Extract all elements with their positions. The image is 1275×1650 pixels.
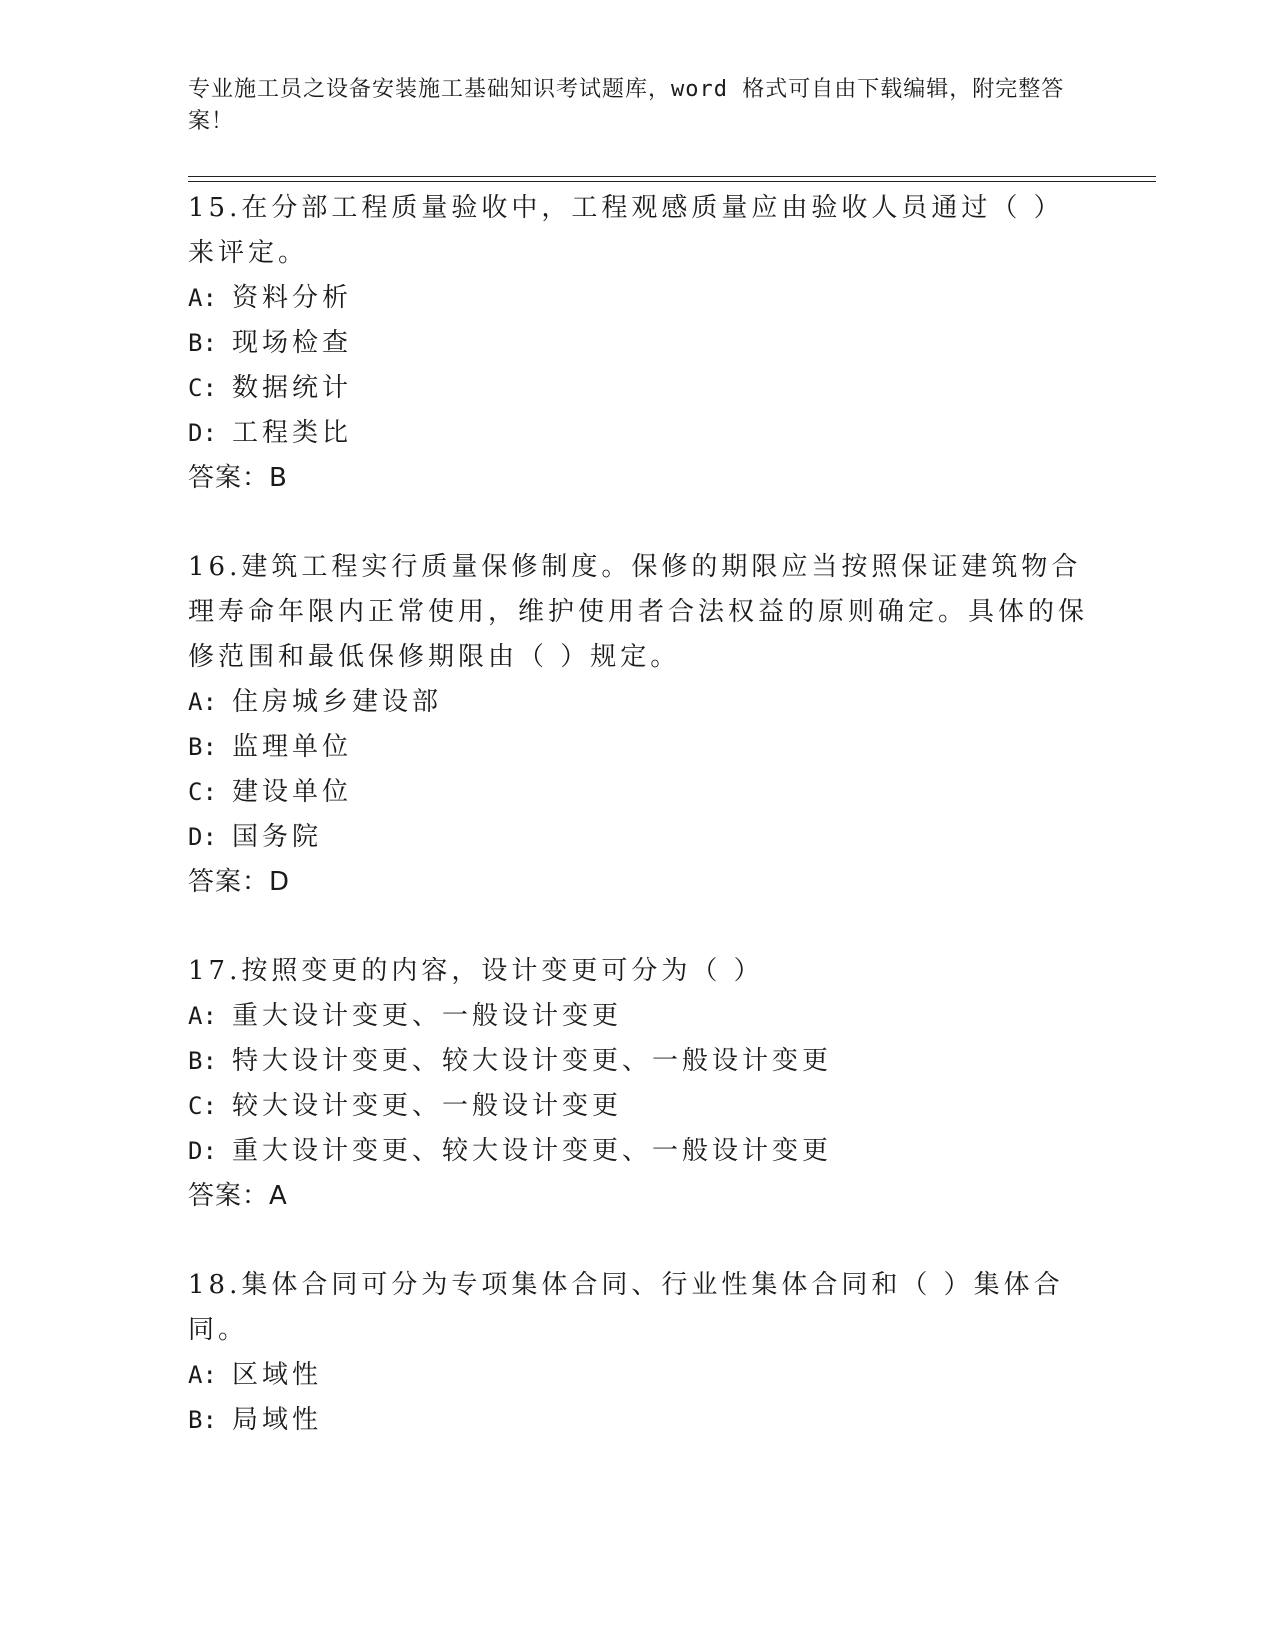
option-key: B: <box>188 1047 217 1075</box>
question-17 <box>188 949 1088 1219</box>
header-divider-top <box>188 176 1156 177</box>
option-a <box>188 680 1088 725</box>
option-text: 监理单位 <box>232 732 353 762</box>
option-key: A: <box>188 688 217 716</box>
option-key: B: <box>188 1406 217 1434</box>
header-divider-bottom <box>188 181 1156 182</box>
option-key: A: <box>188 1361 217 1389</box>
question-15 <box>188 186 1088 501</box>
question-text: 17.按照变更的内容，设计变更可分为（ ） <box>188 956 764 986</box>
option-text: 较大设计变更、一般设计变更 <box>232 1091 623 1121</box>
option-b <box>188 725 1088 770</box>
option-a <box>188 1353 1088 1398</box>
option-c <box>188 366 1088 411</box>
question-text: 15.在分部工程质量验收中，工程观感质量应由验收人员通过（ ）来评定。 <box>188 193 1064 268</box>
option-key: A: <box>188 1002 217 1030</box>
option-text: 建设单位 <box>232 777 353 807</box>
option-text: 重大设计变更、较大设计变更、一般设计变更 <box>232 1136 833 1166</box>
option-text: 工程类比 <box>232 418 353 448</box>
option-b <box>188 321 1088 366</box>
option-text: 数据统计 <box>232 373 353 403</box>
answer-line: 答案：B <box>188 463 288 493</box>
option-text: 住房城乡建设部 <box>232 687 443 717</box>
option-text: 特大设计变更、较大设计变更、一般设计变更 <box>232 1046 833 1076</box>
option-key: B: <box>188 733 217 761</box>
option-c <box>188 1084 1088 1129</box>
document-header: 专业施工员之设备安装施工基础知识考试题库，word 格式可自由下载编辑，附完整答案！ <box>188 77 1065 134</box>
option-key: D: <box>188 1137 217 1165</box>
option-d <box>188 815 1088 860</box>
option-key: B: <box>188 329 217 357</box>
answer-line: 答案：A <box>188 1181 288 1211</box>
option-key: C: <box>188 778 217 806</box>
option-key: A: <box>188 284 217 312</box>
option-key: C: <box>188 374 217 402</box>
question-16 <box>188 545 1088 905</box>
option-text: 资料分析 <box>232 283 353 313</box>
question-text: 18.集体合同可分为专项集体合同、行业性集体合同和（ ）集体合同。 <box>188 1270 1064 1345</box>
question-text: 16.建筑工程实行质量保修制度。保修的期限应当按照保证建筑物合理寿命年限内正常使用，维护使用者合法权益的原则确定。具体的保修范围和最低保修期限由（ ）规定。 <box>188 552 1089 672</box>
option-text: 区域性 <box>232 1360 323 1390</box>
option-b <box>188 1039 1088 1084</box>
option-key: C: <box>188 1092 217 1120</box>
option-text: 局域性 <box>232 1405 323 1435</box>
option-a <box>188 994 1088 1039</box>
option-text: 重大设计变更、一般设计变更 <box>232 1001 623 1031</box>
option-text: 国务院 <box>232 822 323 852</box>
option-key: D: <box>188 419 217 447</box>
question-list <box>188 186 1088 1487</box>
answer-line: 答案：D <box>188 867 291 897</box>
option-d <box>188 1129 1088 1174</box>
option-d <box>188 411 1088 456</box>
option-a <box>188 276 1088 321</box>
option-c <box>188 770 1088 815</box>
option-key: D: <box>188 823 217 851</box>
option-b <box>188 1398 1088 1443</box>
option-text: 现场检查 <box>232 328 353 358</box>
question-18 <box>188 1263 1088 1443</box>
